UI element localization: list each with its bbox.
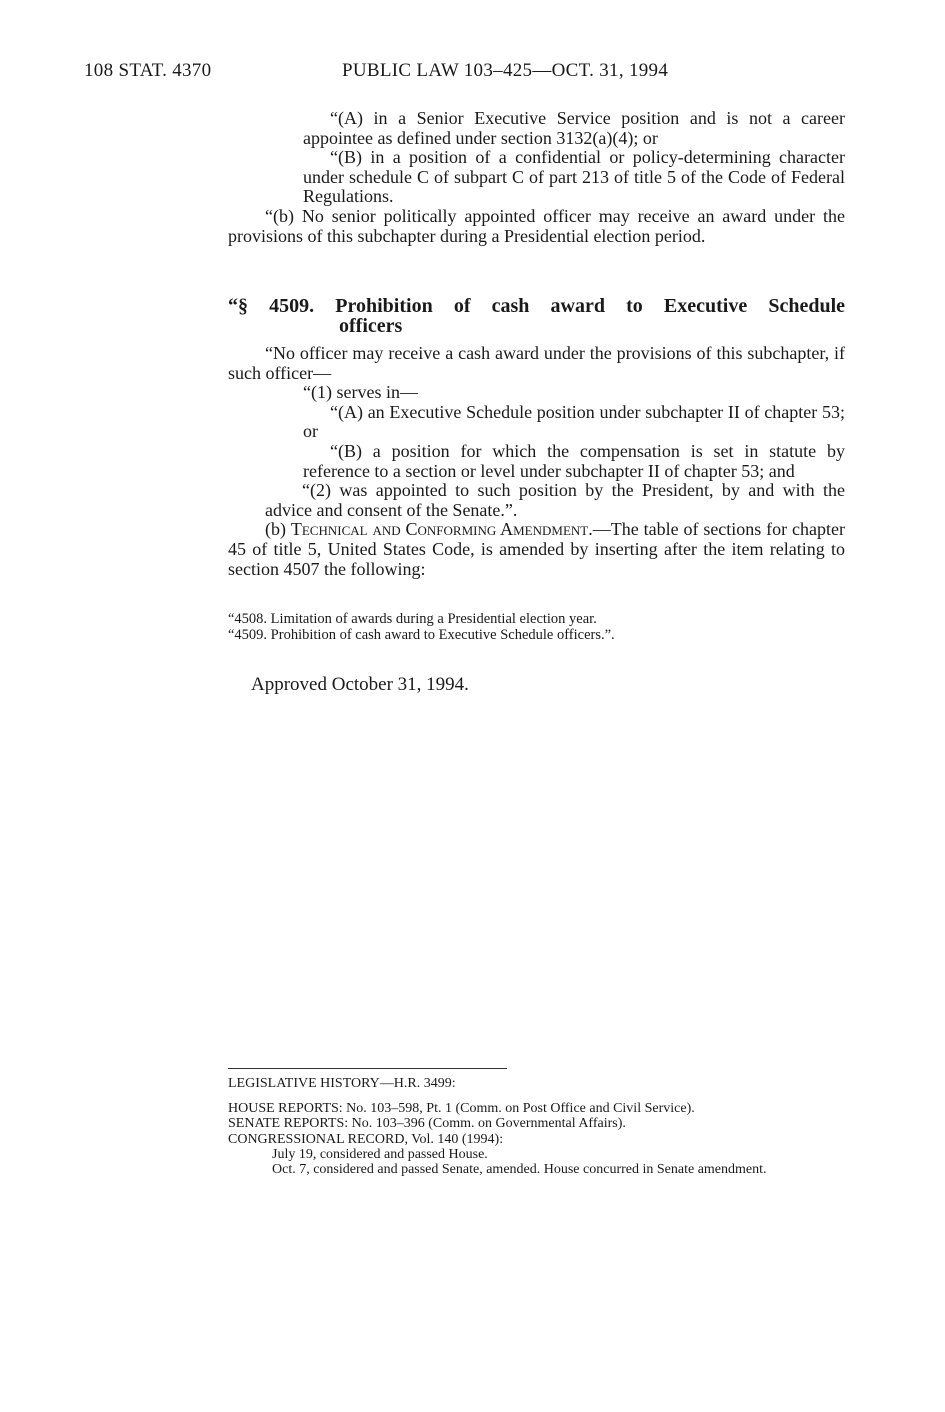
item-1-b: “(B) a position for which the compensation is set in statute by reference to a section or level under subchapter II of chapter 53; and [303,440,845,481]
congressional-record: CONGRESSIONAL RECORD, Vol. 140 (1994): [228,1131,504,1147]
section-heading [228,296,845,336]
amendment-text: .—The table of sections for chapter 45 of title 5, United States Code, is amended by inserting after the item relating to section 4507 the following: [228,519,846,579]
top-block [228,109,845,246]
table-of-sections [228,611,615,643]
item-2: “(2) was appointed to such position by the President, by and with the advice and consent of the Senate.”. [265,480,845,520]
clause-a: “(A) in a Senior Executive Service position and is not a career appointee as defined under section 3132(a)(4); or [303,108,845,148]
toc-item-4509: “4509. Prohibition of cash award to Executive Schedule officers.”. [228,627,615,643]
record-oct: Oct. 7, considered and passed Senate, amended. House concurred in Senate amendment. [272,1162,767,1178]
section-heading-line1: “§ 4509. Prohibition of cash award to Executive Schedule [228,295,845,317]
clause-b: “(B) in a position of a confidential or policy-determining character under schedule C of subpart C of part 213 of title 5 of the Code of Federal Regulations. [303,147,845,207]
record-july: July 19, considered and passed House. [272,1146,488,1162]
amendment-prefix: (b) [265,519,291,540]
section-heading-line2: officers [339,315,403,337]
senate-reports: SENATE REPORTS: No. 103–396 (Comm. on Governmental Affairs). [228,1116,626,1132]
subsection-b: “(b) No senior politically appointed officer may receive an award under the provisions of this subchapter during a Presidential election period. [228,205,845,246]
item-1: “(1) serves in— [303,382,418,403]
legislative-history [228,1076,848,1177]
history-title: LEGISLATIVE HISTORY—H.R. 3499: [228,1076,456,1091]
running-header: PUBLIC LAW 103–425—OCT. 31, 1994 [342,60,669,81]
footnote-divider [228,1068,507,1069]
approval-date: Approved October 31, 1994. [251,674,469,695]
amendment-caption: Technical and Conforming Amendment [290,519,589,540]
page-stat-number: 108 STAT. 4370 [84,60,212,81]
section-body [228,344,845,579]
house-reports: HOUSE REPORTS: No. 103–598, Pt. 1 (Comm. on Post Office and Civil Service). [228,1101,695,1117]
item-1-a: “(A) an Executive Schedule position under subchapter II of chapter 53; or [303,401,845,442]
toc-item-4508: “4508. Limitation of awards during a Presidential election year. [228,611,597,627]
amendment-paragraph [228,520,845,579]
section-intro: “No officer may receive a cash award under the provisions of this subchapter, if such officer— [228,343,845,383]
